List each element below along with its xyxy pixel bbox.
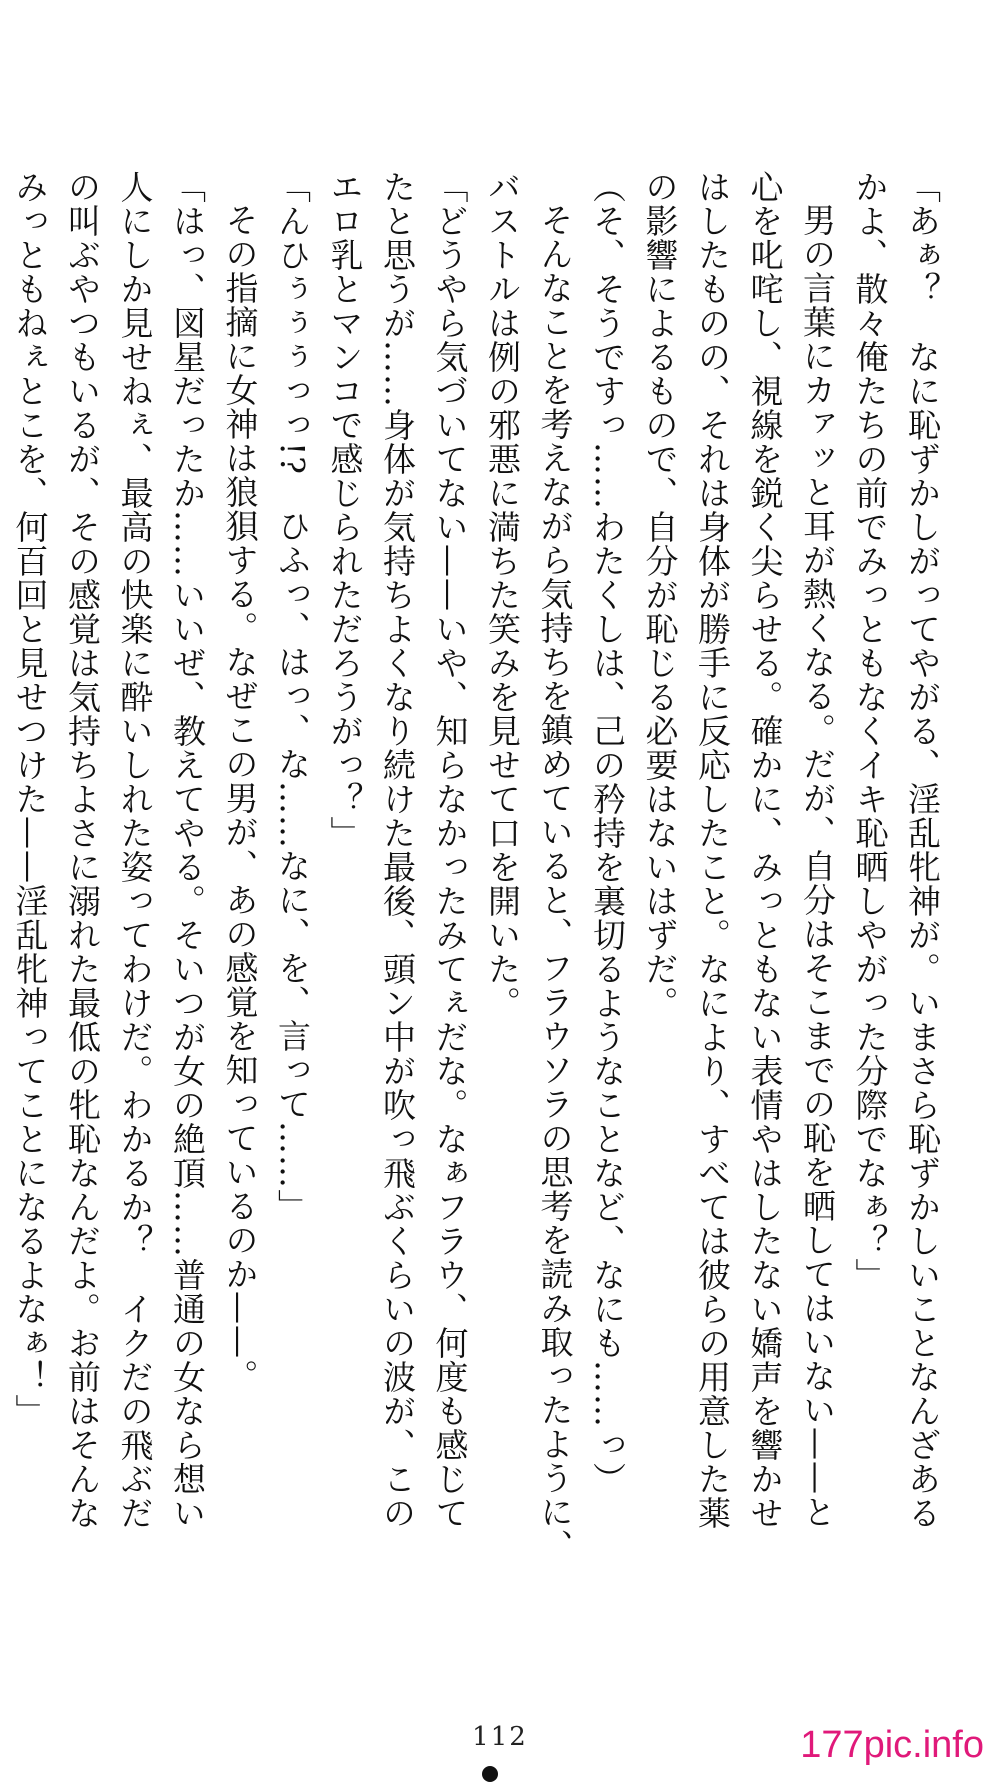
page-number: 112 bbox=[472, 1722, 528, 1752]
text-line: そんなことを考えながら気持ちを鎮めていると、フラウソラの思考を読み取ったように、 bbox=[535, 203, 575, 1563]
vertical-text-body bbox=[10, 170, 948, 1563]
text-line: はしたものの、それは身体が勝手に反応したこと。なにより、すべては彼らの用意した薬 bbox=[693, 170, 732, 1530]
text-line: 心を叱咤し、視線を鋭く尖らせる。確かに、みっともない表情やはしたない嬌声を響かせ bbox=[745, 170, 785, 1530]
text-line: 男の言葉にカァッと耳が熱くなる。だが、自分はそこまでの恥を晒してはいない——と bbox=[798, 203, 837, 1529]
text-line: の叫ぶやつもいるが、その感覚は気持ちよさに溺れた最低の牝恥なんだよ。お前はそんな bbox=[63, 170, 102, 1530]
page-marker-dot-icon bbox=[482, 1766, 498, 1782]
text-line: かよ、散々俺たちの前でみっともなくイキ恥晒しやがった分際でなぁ？」 bbox=[850, 170, 890, 1292]
text-line: 「どうやら気づいてない——いや、知らなかったみてぇだな。なぁフラウ、何度も感じて bbox=[430, 170, 470, 1530]
text-line: たと思うが……身体が気持ちよくなり続けた最後、頭ン中が吹っ飛ぶくらいの波が、この bbox=[378, 170, 417, 1530]
text-line: 「はっ、図星だったか……いいぜ、教えてやる。そいつが女の絶頂……普通の女なら想い bbox=[168, 170, 207, 1530]
text-line: その指摘に女神は狼狽する。なぜこの男が、あの感覚を知っているのか——。 bbox=[220, 203, 260, 1393]
text-line: 人にしか見せねぇ、最高の快楽に酔いしれた姿ってわけだ。わかるか？ イクだの飛ぶだ bbox=[115, 170, 155, 1530]
text-line: の影響によるもので、自分が恥じる必要はないはずだ。 bbox=[640, 170, 680, 1020]
text-line: みっともねぇとこを、何百回と見せつけた——淫乱牝神ってことになるよなぁ！」 bbox=[10, 170, 50, 1428]
text-line: 「あぁ？ なに恥ずかしがってやがる、淫乱牝神が。いまさら恥ずかしいことなんざある bbox=[903, 170, 942, 1530]
watermark: 177pic.info bbox=[800, 1724, 984, 1766]
text-line: （そ、そうですっ……わたくしは、己の矜持を裏切るようなことなど、なにも……っ） bbox=[588, 170, 627, 1496]
text-line: 「んひぅぅぅっっ!? ひふっ、はっ、な……なに、を、言って……」 bbox=[273, 170, 312, 1223]
text-line: バストルは例の邪悪に満ちた笑みを見せて口を開いた。 bbox=[483, 170, 522, 1020]
text-line: エロ乳とマンコで感じられただろうがっ？」 bbox=[325, 170, 365, 850]
